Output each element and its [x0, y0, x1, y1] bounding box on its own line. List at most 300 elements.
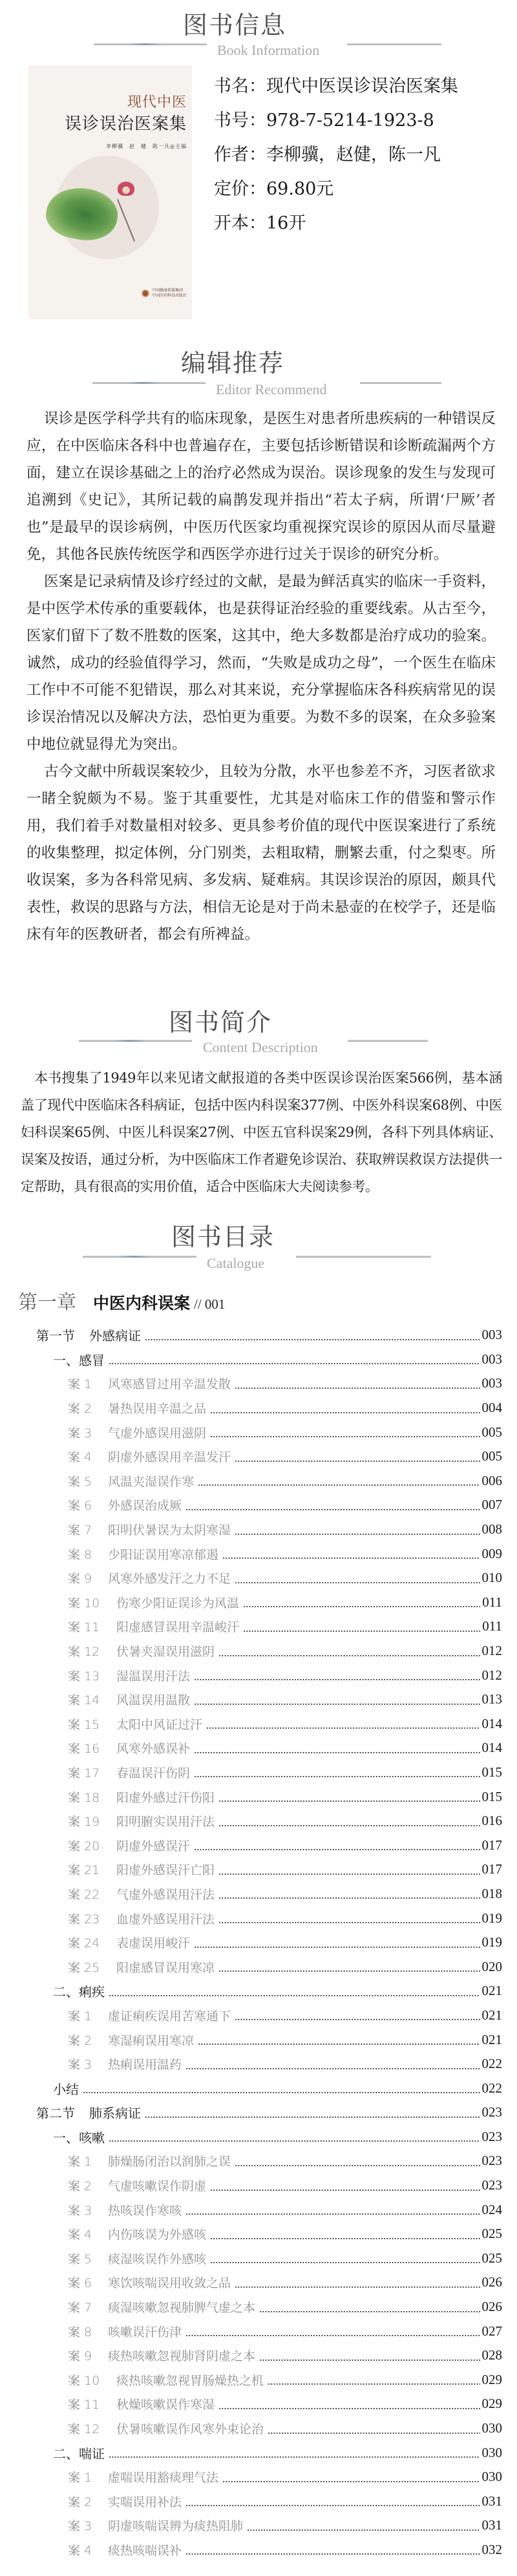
header-divider-left — [83, 1256, 196, 1258]
toc-entry-number: 案 11 — [68, 1620, 100, 1635]
dot-leader — [218, 1645, 480, 1658]
toc-entry-title: 外感误治成厥 — [108, 1499, 182, 1514]
toc-page-number: 008 — [481, 1521, 502, 1537]
toc-entry-title: 伏暑咳嗽误作风寒外束论治 — [116, 2422, 264, 2437]
toc-page-number: 014 — [481, 1715, 502, 1731]
toc-entry-title: 阳虚外感误汗亡阳 — [116, 1863, 215, 1878]
toc-case-row[interactable] — [0, 2343, 517, 2368]
dot-leader — [206, 1717, 480, 1730]
dot-leader — [218, 1815, 480, 1828]
toc-entry-label — [68, 1861, 218, 1878]
toc-entry-label — [68, 1764, 194, 1781]
toc-case-row[interactable] — [0, 1541, 517, 1566]
toc-page-number: 026 — [481, 2299, 502, 2315]
paragraph: 医案是记录病情及诊疗经过的文献，是最为鲜活真实的临床一手资料，是中医学术传承的重要载体，也是获得证治经验的重要线索。从古至今，医家们留下了数不胜数的医案，这其中，绝大多数都是治疗成功的验案。诚然，成功的经验值得学习，然而，“失败是成功之母”，一个医生在临床工作中不可能不犯错误，那么对其来说，充分掌握临床各科疾病常见的误诊误治情况以及解决方法，恐怕更为重要。为数不多的误案，在众多验案中地位就显得尤为突出。 — [26, 573, 496, 753]
header-divider-right — [296, 1256, 431, 1258]
toc-entry-label — [68, 1448, 235, 1465]
dot-leader — [145, 1329, 480, 1342]
dot-leader — [259, 2349, 480, 2362]
header-divider-right — [347, 43, 441, 45]
toc-entry-title: 血虚外感误用汗法 — [116, 1912, 215, 1927]
toc-entry-title: 风寒感冒过用辛温发散 — [108, 1377, 231, 1392]
toc-entry-title: 咳嗽误汗伤津 — [108, 2325, 182, 2339]
toc-entry-number: 案 16 — [68, 1742, 100, 1757]
toc-case-row[interactable] — [0, 2052, 517, 2076]
toc-entry-number: 案 20 — [68, 1839, 100, 1853]
toc-entry-title: 阳明腑实误用汗法 — [116, 1815, 215, 1830]
toc-page-number: 009 — [481, 1545, 502, 1561]
toc-entry-title: 二、痢疾 — [53, 1984, 105, 2000]
table-of-contents — [0, 1323, 517, 2562]
toc-case-row[interactable] — [0, 2197, 517, 2222]
toc-case-row[interactable] — [0, 2270, 517, 2295]
toc-entry-label — [68, 1496, 185, 1514]
toc-case-row[interactable] — [0, 1736, 517, 1760]
toc-case-row[interactable] — [0, 1639, 517, 1663]
toc-page-number: 010 — [481, 1570, 502, 1586]
toc-entry-number: 案 18 — [68, 1790, 100, 1805]
toc-case-row[interactable] — [0, 1712, 517, 1737]
toc-entry-number: 案 2 — [68, 2495, 92, 2509]
toc-topic-row[interactable] — [0, 1979, 517, 2003]
toc-entry-number: 案 6 — [68, 1499, 92, 1514]
dot-leader — [235, 1450, 480, 1463]
toc-entry-title: 一、咳嗽 — [53, 2129, 105, 2146]
toc-entry-label — [68, 2468, 222, 2486]
paragraph: 本书搜集了1949年以来见诸文献报道的各类中医误诊误治医案566例，基本涵盖了现代中医临床各科病证，包括中医内科误案377例、中医外科误案68例、中医妇科误案65例、中医儿科误案27例、中医五官科误案29例，各科下列具体病证、误案及按语，通过分析，为中医临床工作者避免诊误治、获取辨误救误方法提供一定帮助，具有很高的实用价值，适合中医临床大夫阅读参考。 — [21, 1070, 502, 1194]
toc-entry-title: 气虚外感误用汗法 — [116, 1887, 215, 1902]
toc-section-row[interactable] — [0, 1323, 517, 1347]
publisher-line2: 中国医药科技出版社 — [151, 293, 187, 298]
toc-entry-label — [68, 1691, 194, 1708]
toc-entry-title: 小结 — [53, 2081, 79, 2097]
toc-page-number: 021 — [481, 1983, 502, 1999]
toc-entry-title: 二、喘证 — [53, 2445, 105, 2462]
dot-leader — [243, 1620, 480, 1633]
toc-page-number: 003 — [481, 1375, 502, 1391]
toc-summary-row[interactable] — [0, 2076, 517, 2100]
toc-page-number: 012 — [481, 1643, 502, 1659]
toc-entry-number: 案 23 — [68, 1912, 100, 1927]
toc-case-row[interactable] — [0, 1566, 517, 1590]
toc-entry-title: 阴虚外感误用辛温发汗 — [108, 1450, 231, 1465]
toc-case-row[interactable] — [0, 1857, 517, 1882]
content-description-header — [0, 1009, 517, 1054]
header-divider-right — [348, 1040, 428, 1042]
publisher-line1: 中国健康传媒集团 — [151, 288, 183, 293]
toc-entry-title: 春温误汗伤阴 — [116, 1766, 191, 1780]
toc-entry-number: 案 19 — [68, 1815, 100, 1830]
toc-entry-number: 案 22 — [68, 1887, 100, 1902]
toc-topic-row[interactable] — [0, 2440, 517, 2465]
toc-topic-row[interactable] — [0, 2125, 517, 2149]
toc-entry-number: 案 3 — [68, 1426, 92, 1441]
toc-entry-title: 秋燥咳嗽误作寒湿 — [116, 2398, 215, 2412]
toc-case-row[interactable] — [0, 1493, 517, 1517]
toc-case-row[interactable] — [0, 2538, 517, 2562]
toc-page-number: 027 — [481, 2323, 502, 2339]
dot-leader — [210, 1402, 480, 1415]
content-description-text — [21, 1064, 502, 1200]
toc-entry-number: 案 8 — [68, 2325, 92, 2339]
dot-leader — [218, 1863, 480, 1876]
dot-leader — [218, 1912, 480, 1925]
toc-case-row[interactable] — [0, 1590, 517, 1615]
editor-recommend-text — [26, 405, 496, 948]
dot-leader — [235, 1523, 480, 1536]
toc-page-number: 020 — [481, 1958, 502, 1974]
toc-page-number: 023 — [481, 2177, 502, 2193]
toc-entry-label — [53, 2079, 83, 2098]
dot-leader — [218, 2398, 480, 2411]
book-name: 书名：现代中医误诊误治医案集 — [214, 76, 458, 96]
toc-page-number: 029 — [481, 2371, 502, 2387]
cover-authors: 李柳骥 赵 健 陈一凡◎主编 — [106, 143, 187, 149]
toc-case-row[interactable] — [0, 1517, 517, 1542]
toc-page-number: 023 — [481, 2153, 502, 2169]
dot-leader — [194, 1742, 480, 1755]
toc-page-number: 030 — [481, 2444, 502, 2460]
toc-entry-label — [53, 1981, 109, 2000]
chapter-page: // 001 — [194, 1296, 226, 1312]
toc-entry-number: 案 5 — [68, 1474, 92, 1489]
toc-entry-label — [53, 2127, 109, 2146]
toc-case-row[interactable] — [0, 1833, 517, 1857]
toc-page-number: 023 — [481, 2104, 502, 2120]
toc-page-number: 006 — [481, 1472, 502, 1488]
dot-leader — [185, 2495, 480, 2507]
toc-entry-number: 案 1 — [68, 2471, 92, 2486]
toc-entry-label — [68, 1910, 218, 1927]
toc-entry-number: 案 6 — [68, 2276, 92, 2291]
dot-leader — [194, 1936, 480, 1949]
dot-leader — [210, 2179, 480, 2192]
toc-entry-label — [68, 2371, 268, 2389]
book-info-header — [0, 12, 517, 57]
dot-leader — [83, 2082, 480, 2095]
toc-entry-number: 案 5 — [68, 2252, 92, 2266]
toc-case-row[interactable] — [0, 1444, 517, 1469]
toc-entry-label — [68, 1594, 243, 1611]
toc-entry-label — [68, 1812, 218, 1830]
dot-leader — [210, 2228, 480, 2241]
dot-leader — [198, 2033, 480, 2046]
toc-case-row[interactable] — [0, 1954, 517, 1979]
dot-leader — [247, 2519, 480, 2532]
toc-case-row[interactable] — [0, 1760, 517, 1785]
toc-case-row[interactable] — [0, 1614, 517, 1639]
toc-page-number: 005 — [481, 1424, 502, 1440]
toc-entry-title: 暑热误用辛温之品 — [108, 1402, 207, 1417]
toc-entry-title: 风温误用温散 — [116, 1693, 191, 1708]
toc-case-row[interactable] — [0, 1469, 517, 1494]
toc-page-number: 013 — [481, 1691, 502, 1707]
toc-entry-number: 案 2 — [68, 1402, 92, 1417]
toc-entry-label — [68, 1545, 222, 1563]
toc-case-row[interactable] — [0, 2149, 517, 2173]
dot-leader — [109, 1985, 480, 1998]
toc-page-number: 004 — [481, 1400, 502, 1416]
dot-leader — [235, 2155, 480, 2168]
toc-page-number: 022 — [481, 2080, 502, 2096]
toc-topic-row[interactable] — [0, 1347, 517, 1372]
section-subtitle: Book Information — [217, 42, 320, 58]
toc-page-number: 017 — [481, 1837, 502, 1853]
toc-entry-title: 阴虚咳喘误辨为痰热阻肺 — [108, 2519, 244, 2534]
dot-leader — [109, 2130, 480, 2143]
toc-entry-title: 阳明伏暑误为太阴寒湿 — [108, 1523, 231, 1538]
toc-entry-number: 案 12 — [68, 1645, 100, 1660]
toc-entry-number: 案 2 — [68, 2033, 92, 2048]
toc-case-row[interactable] — [0, 2173, 517, 2198]
toc-entry-label — [68, 1667, 194, 1684]
toc-entry-number: 案 4 — [68, 1450, 92, 1465]
section-subtitle: Catalogue — [207, 1255, 265, 1271]
toc-entry-label — [53, 1350, 109, 1369]
toc-entry-title: 表虚误用峻汗 — [116, 1936, 191, 1951]
toc-entry-number: 案 4 — [68, 2228, 92, 2243]
toc-entry-title: 外感病证 — [89, 1328, 141, 1344]
toc-entry-label — [68, 1739, 194, 1757]
section-title: 图书简介 — [169, 1008, 273, 1037]
toc-page-number: 031 — [481, 2493, 502, 2509]
toc-page-number: 025 — [481, 2226, 502, 2242]
catalogue-header — [0, 1223, 517, 1269]
toc-entry-label — [68, 1472, 198, 1490]
toc-entry-label — [68, 2395, 218, 2412]
toc-page-number: 003 — [481, 1351, 502, 1367]
toc-entry-title: 实喘误用补法 — [108, 2495, 182, 2509]
toc-entry-label — [68, 2177, 210, 2194]
toc-entry-title: 寒饮咳喘误用收敛之品 — [108, 2276, 231, 2291]
toc-entry-label — [68, 2201, 185, 2219]
toc-page-number: 003 — [481, 1327, 502, 1343]
toc-entry-title: 阴虚外感误汗 — [116, 1839, 191, 1853]
toc-entry-number: 案 2 — [68, 2179, 92, 2194]
toc-page-number: 017 — [481, 1861, 502, 1877]
toc-entry-label — [68, 1521, 235, 1538]
toc-page-number: 024 — [481, 2201, 502, 2217]
toc-entry-label — [68, 1885, 218, 1903]
toc-entry-title: 气虚咳嗽误作阴虚 — [108, 2179, 207, 2194]
dot-leader — [194, 1839, 480, 1852]
section-title: 编辑推荐 — [181, 349, 285, 377]
dot-leader — [109, 2446, 480, 2459]
toc-page-number: 016 — [481, 1813, 502, 1829]
toc-case-row[interactable] — [0, 1371, 517, 1396]
toc-entry-title: 伤寒少阳证误诊为风温 — [116, 1596, 240, 1610]
toc-entry-title: 风寒外感误补 — [116, 1742, 191, 1757]
toc-entry-label — [36, 1325, 145, 1344]
lotus-bud-illustration — [118, 182, 134, 196]
toc-entry-label — [68, 2541, 185, 2559]
dot-leader — [185, 2325, 480, 2338]
toc-case-row[interactable] — [0, 2003, 517, 2028]
toc-entry-label — [68, 1837, 194, 1854]
header-divider-left — [79, 1040, 192, 1042]
toc-entry-title: 痰热咳嗽忽视胃肠燥热之机 — [116, 2373, 264, 2388]
dot-leader — [210, 2252, 480, 2265]
toc-case-row[interactable] — [0, 1663, 517, 1687]
chapter-title: 中医内科误案 — [93, 1294, 191, 1313]
toc-entry-title: 风温夹湿误作寒 — [108, 1474, 195, 1489]
toc-entry-title: 阳虚感冒误用辛温峻汗 — [116, 1620, 240, 1635]
toc-case-row[interactable] — [0, 2027, 517, 2052]
toc-entry-title: 痰湿咳嗽忽视肺脾气虚之本 — [108, 2301, 256, 2316]
header-divider-right — [360, 382, 441, 384]
toc-entry-label — [68, 2298, 259, 2316]
chapter-number: 第一章 — [18, 1291, 76, 1314]
toc-entry-number: 案 9 — [68, 2349, 92, 2364]
dot-leader — [194, 1693, 480, 1706]
toc-entry-label — [68, 2347, 259, 2364]
toc-case-row[interactable] — [0, 2246, 517, 2271]
toc-entry-label — [68, 2055, 185, 2073]
toc-page-number: 019 — [481, 1910, 502, 1926]
toc-entry-number: 案 17 — [68, 1766, 100, 1780]
header-divider-left — [94, 43, 207, 45]
toc-entry-label — [68, 1569, 235, 1587]
toc-entry-number: 案 14 — [68, 1693, 100, 1708]
dot-leader — [194, 1766, 480, 1779]
dot-leader — [218, 1887, 480, 1900]
toc-entry-title: 阳虚外感过汗伤阳 — [116, 1790, 215, 1805]
toc-chapter-heading[interactable] — [18, 1286, 225, 1314]
toc-entry-label — [68, 2274, 235, 2291]
paragraph: 古今文献中所载误案较少，且较为分散，水平也参差不齐，习医者欲求一睹全貌颇为不易。鉴于其重要性，尤其是对临床工作的借鉴和警示作用，我们着手对数量相对较多、更具参考价值的现代中医误案进行了系统的收集整理，拟定体例，分门别类，去粗取精，删繁去重，付之梨枣。所收误案，多为各科常见病、多发病、疑难病。其误诊误治的原因，颇具代表性，救误的思路与方法，相信无论是对于尚未悬壶的在校学子，还是临床有年的医教研者，都会有所裨益。 — [26, 763, 496, 943]
toc-entry-label — [68, 2517, 247, 2534]
toc-entry-number: 案 1 — [68, 2155, 92, 2170]
toc-entry-label — [68, 2493, 185, 2510]
toc-entry-title: 肺燥肠闭治以润肺之误 — [108, 2155, 231, 2170]
toc-entry-number: 案 15 — [68, 1717, 100, 1732]
toc-entry-title: 寒湿痢误用寒凉 — [108, 2033, 195, 2048]
toc-case-row[interactable] — [0, 1930, 517, 1955]
toc-case-row[interactable] — [0, 2295, 517, 2319]
toc-entry-label — [68, 2007, 235, 2024]
book-price: 定价：69.80元 — [214, 179, 334, 199]
toc-page-number: 015 — [481, 1764, 502, 1780]
dot-leader — [145, 2106, 480, 2119]
book-author: 作者：李柳骥，赵健，陈一凡 — [214, 145, 441, 165]
toc-case-row[interactable] — [0, 2489, 517, 2514]
dot-leader — [235, 1572, 480, 1585]
toc-entry-number: 案 12 — [68, 2422, 100, 2437]
toc-page-number: 031 — [481, 2517, 502, 2533]
toc-case-row[interactable] — [0, 1396, 517, 1420]
toc-entry-label — [68, 1399, 210, 1417]
toc-entry-number: 案 8 — [68, 1547, 92, 1562]
toc-entry-title: 痰热咳喘误补 — [108, 2543, 182, 2558]
toc-page-number: 026 — [481, 2274, 502, 2290]
toc-entry-label — [68, 2152, 235, 2170]
dot-leader — [222, 2471, 480, 2484]
toc-entry-title: 气虚外感误用滋阴 — [108, 1426, 207, 1441]
toc-entry-number: 案 1 — [68, 2009, 92, 2023]
toc-entry-title: 湿温误用汗法 — [116, 1669, 191, 1684]
toc-page-number: 014 — [481, 1740, 502, 1756]
toc-entry-title: 伏暑夹湿误用滋阴 — [116, 1645, 215, 1660]
toc-case-row[interactable] — [0, 1784, 517, 1809]
dot-leader — [235, 2009, 480, 2022]
book-cover-image — [28, 65, 192, 319]
toc-case-row[interactable] — [0, 2368, 517, 2392]
toc-case-row[interactable] — [0, 1687, 517, 1712]
toc-page-number: 021 — [481, 2007, 502, 2023]
toc-entry-number: 案 25 — [68, 1960, 100, 1975]
dot-leader — [243, 1596, 480, 1609]
toc-case-row[interactable] — [0, 2392, 517, 2416]
toc-case-row[interactable] — [0, 2319, 517, 2343]
toc-entry-number: 案 7 — [68, 2301, 92, 2316]
toc-page-number: 021 — [481, 2031, 502, 2047]
editor-recommend-header — [0, 350, 517, 395]
toc-page-number: 022 — [481, 2056, 502, 2072]
toc-case-row[interactable] — [0, 1906, 517, 1930]
dot-leader — [268, 2373, 480, 2386]
toc-case-row[interactable] — [0, 1882, 517, 1906]
cover-title-line2: 误诊误治医案集 — [64, 114, 187, 134]
section-subtitle: Content Description — [203, 1039, 318, 1055]
publisher-mark — [142, 288, 187, 299]
toc-page-number: 032 — [481, 2541, 502, 2557]
toc-entry-label — [68, 2323, 185, 2340]
toc-entry-label — [68, 1375, 235, 1392]
toc-entry-title: 痰湿咳误作外感咳 — [108, 2252, 207, 2266]
toc-entry-number: 案 11 — [68, 2398, 100, 2412]
toc-page-number: 029 — [481, 2396, 502, 2412]
toc-entry-number: 案 1 — [68, 1377, 92, 1392]
toc-entry-number: 案 9 — [68, 1572, 92, 1587]
dot-leader — [235, 2276, 480, 2289]
toc-entry-title: 热痢误用温药 — [108, 2058, 182, 2073]
toc-case-row[interactable] — [0, 2416, 517, 2441]
publisher-logo-icon — [142, 290, 149, 297]
header-divider-left — [92, 382, 206, 384]
toc-page-number: 012 — [481, 1667, 502, 1683]
toc-case-row[interactable] — [0, 2513, 517, 2538]
toc-entry-title: 虚喘误用豁痰理气法 — [108, 2471, 219, 2486]
toc-case-row[interactable] — [0, 2222, 517, 2246]
section-subtitle: Editor Recommend — [216, 381, 327, 397]
toc-page-number: 015 — [481, 1788, 502, 1804]
book-format: 开本：16开 — [214, 213, 306, 233]
toc-entry-number: 案 4 — [68, 2543, 92, 2558]
toc-case-row[interactable] — [0, 1420, 517, 1444]
section-title: 图书目录 — [171, 1223, 275, 1251]
toc-page-number: 011 — [482, 1594, 502, 1610]
toc-entry-number: 案 7 — [68, 1523, 92, 1538]
dot-leader — [218, 1960, 480, 1973]
toc-entry-number: 案 10 — [68, 2373, 100, 2388]
toc-page-number: 028 — [481, 2347, 502, 2363]
publisher-name — [152, 288, 187, 299]
toc-entry-number: 案 3 — [68, 2519, 92, 2534]
toc-entry-label — [68, 1618, 243, 1635]
toc-section-row[interactable] — [0, 2100, 517, 2125]
toc-entry-title: 太阳中风证过汗 — [116, 1717, 203, 1732]
toc-entry-label — [68, 1958, 218, 1976]
section-title: 图书信息 — [183, 11, 287, 39]
toc-entry-label — [68, 2420, 268, 2437]
toc-case-row[interactable] — [0, 1809, 517, 1833]
toc-entry-label — [68, 1424, 210, 1441]
toc-page-number: 030 — [481, 2420, 502, 2436]
toc-page-number: 019 — [481, 1934, 502, 1950]
toc-page-number: 030 — [481, 2469, 502, 2485]
toc-entry-label — [36, 2103, 145, 2122]
toc-case-row[interactable] — [0, 2465, 517, 2489]
